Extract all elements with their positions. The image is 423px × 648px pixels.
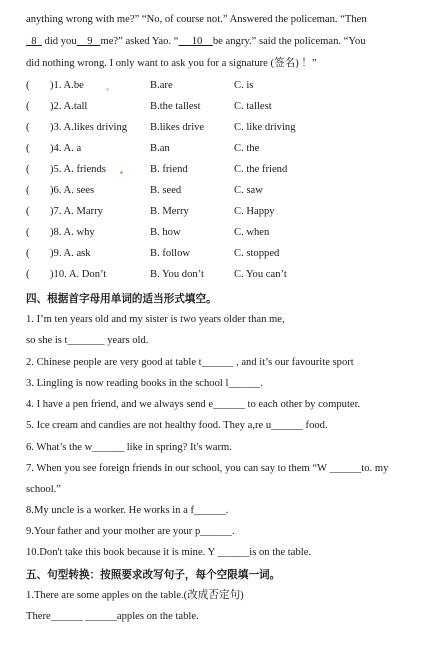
question-row-5	[26, 163, 406, 177]
option-c: C. tallest	[234, 101, 272, 112]
fill-item: 7. When you see foreign friends in our school, you can say to them “W ______to. my	[26, 463, 389, 474]
passage-text: did you	[41, 36, 77, 47]
option-a: )9. A. ask	[50, 248, 91, 259]
answer-paren[interactable]: (	[26, 164, 30, 175]
option-c: C. like driving	[234, 122, 296, 133]
answer-paren[interactable]: (	[26, 80, 30, 91]
option-c: C. saw	[234, 185, 263, 196]
answer-paren[interactable]: (	[26, 248, 30, 259]
answer-paren[interactable]: (	[26, 227, 30, 238]
option-a: )6. A. sees	[50, 185, 95, 196]
answer-paren[interactable]: (	[26, 269, 30, 280]
question-row-9	[26, 247, 406, 261]
answer-paren[interactable]: (	[26, 206, 30, 217]
answer-paren[interactable]: (	[26, 122, 30, 133]
fill-item: 10.Don't take this book because it is mine. Y ______is on the table.	[26, 547, 312, 558]
question-row-3	[26, 121, 406, 135]
passage-text: me?” asked Yao. “	[100, 36, 179, 47]
fill-item: school.”	[26, 484, 62, 495]
option-a: )5. A. friends	[50, 164, 106, 175]
option-b: B. how	[150, 227, 181, 238]
blank-9: 9	[87, 36, 93, 47]
option-a: )7. A. Marry	[50, 206, 103, 217]
question-row-10	[26, 268, 406, 282]
section-5-title: 五、句型转换：按照要求改写句子，每个空限填一词。	[26, 569, 281, 581]
speck-dot-icon	[120, 171, 123, 174]
fill-item: so she is t_______ years old.	[26, 335, 149, 346]
option-b: B.the tallest	[150, 101, 201, 112]
option-b: B.are	[150, 80, 173, 91]
option-a: )2. A.tall	[50, 101, 88, 112]
question-row-6	[26, 184, 406, 198]
question-row-1	[26, 79, 406, 93]
fill-item: 1. I’m ten years old and my sister is two years older than me,	[26, 314, 285, 325]
fill-item: 6. What’s the w______ like in spring? It's warm.	[26, 442, 232, 453]
passage-line-2	[26, 35, 366, 49]
option-b: B. friend	[150, 164, 188, 175]
option-b: B. follow	[150, 248, 191, 259]
option-c: C. the friend	[234, 164, 288, 175]
option-b: B. Merry	[150, 206, 189, 217]
option-c: C. Happy	[234, 206, 275, 217]
transform-item: 1.There are some apples on the table.(改成否定句)	[26, 590, 244, 601]
option-b: B.likes drive	[150, 122, 205, 133]
passage-line-1: anything wrong with me?” “No, of course not.” Answered the policeman. “Then	[26, 14, 367, 25]
option-b: B. You don’t	[150, 269, 204, 280]
answer-paren[interactable]: (	[26, 143, 30, 154]
option-c: C. You can’t	[234, 269, 287, 280]
option-a: )3. A.likes driving	[50, 122, 128, 133]
fill-item: 9.Your father and your mother are your p______.	[26, 526, 235, 537]
question-row-7	[26, 205, 406, 219]
option-c: C. when	[234, 227, 270, 238]
option-c: C. stopped	[234, 248, 280, 259]
option-b: B.an	[150, 143, 170, 154]
section-4-title: 四、根据首字母用单词的适当形式填空。	[26, 293, 217, 305]
passage-text: be angry.” said the policeman. “You	[212, 36, 366, 47]
question-row-8	[26, 226, 406, 240]
option-a: )4. A. a	[50, 143, 82, 154]
transform-item: There______ ______apples on the table.	[26, 611, 199, 622]
fill-item: 4. I have a pen friend, and we always send e______ to each other by computer.	[26, 399, 361, 410]
question-row-4	[26, 142, 406, 156]
passage-line-3: did nothing wrong. I only want to ask you for a signature (签名) ！”	[26, 58, 317, 69]
answer-paren[interactable]: (	[26, 185, 30, 196]
option-c: C. is	[234, 80, 254, 91]
option-a: )8. A. why	[50, 227, 95, 238]
blank-10: 10	[191, 36, 203, 47]
fill-item: 5. Ice cream and candies are not healthy food. They a,re u______ food.	[26, 420, 328, 431]
question-row-2	[26, 100, 406, 114]
option-a: )1. A.be	[50, 80, 84, 91]
blank-8: 8	[31, 36, 37, 47]
option-a: )10. A. Don’t	[50, 269, 107, 280]
fill-item: 8.My uncle is a worker. He works in a f______.	[26, 505, 229, 516]
answer-paren[interactable]: (	[26, 101, 30, 112]
option-b: B. seed	[150, 185, 182, 196]
fill-item: 3. Lingling is now reading books in the school l______.	[26, 378, 263, 389]
option-c: C. the	[234, 143, 260, 154]
speck-dot-icon	[106, 88, 109, 91]
fill-item: 2. Chinese people are very good at table t______ , and it’s our favourite sport	[26, 357, 354, 368]
